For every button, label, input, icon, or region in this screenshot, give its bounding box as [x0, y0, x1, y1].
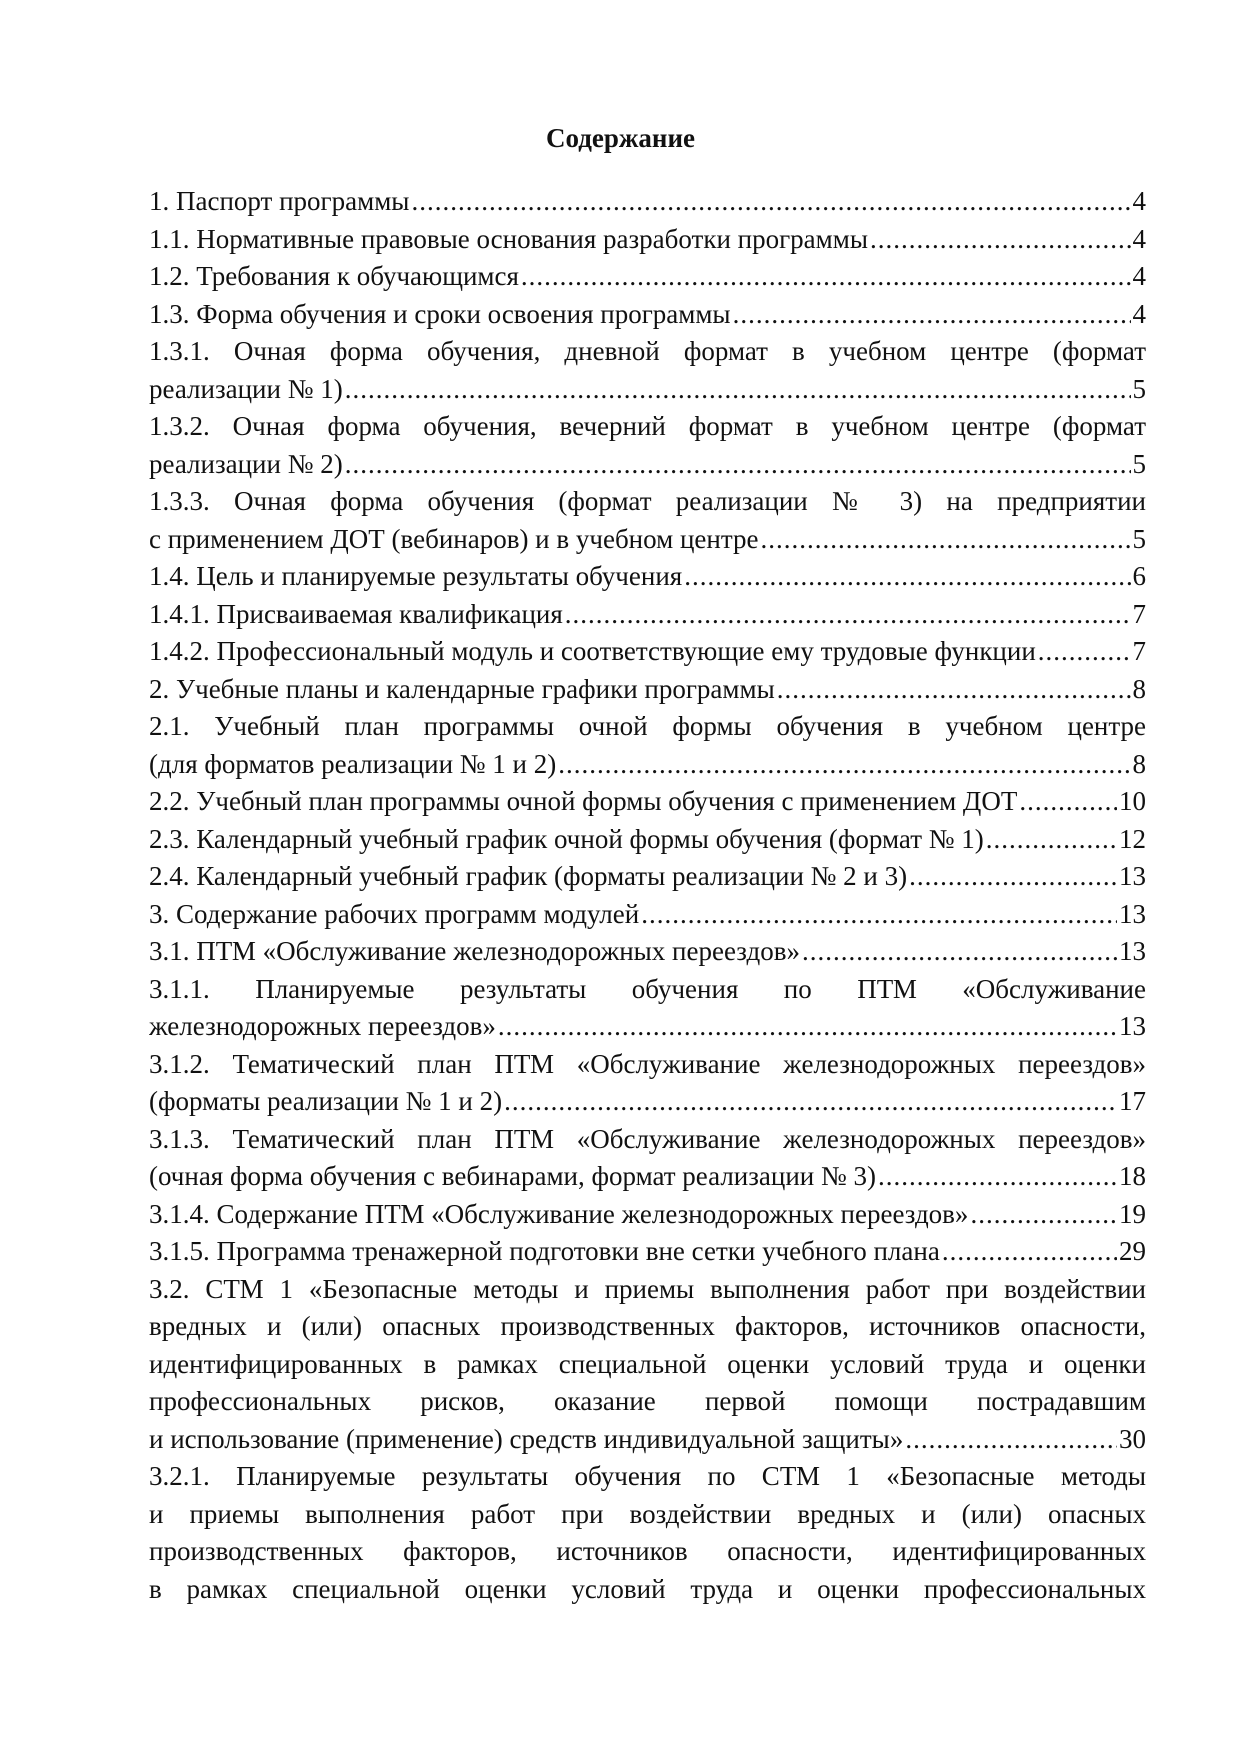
toc-entry-text: 1.4.1. Присваиваемая квалификация [149, 598, 563, 629]
toc-entry-text: с применением ДОТ (вебинаров) и в учебном центре [149, 523, 759, 554]
toc-entry [149, 1083, 1146, 1121]
toc-page-number: 30 [1119, 1423, 1146, 1454]
toc-entry [149, 783, 1146, 821]
toc-entry-text: (очная форма обучения с вебинарами, формат реализации № 3) [149, 1161, 877, 1191]
toc-entry [149, 746, 1146, 784]
toc-page-number: 12 [1119, 823, 1146, 854]
toc-entry [149, 633, 1146, 671]
toc-page-number: 19 [1119, 1198, 1146, 1229]
toc-entry-text: 2.2. Учебный план программы очной формы обучения с применением ДОТ [149, 786, 1018, 816]
toc-entry-text: 3.1.5. Программа тренажерной подготовки вне сетки учебного плана [149, 1236, 940, 1266]
toc-page-number: 5 [1132, 523, 1146, 554]
dot-leader [731, 296, 1131, 334]
dot-leader [800, 933, 1117, 971]
toc-page-number: 17 [1119, 1086, 1146, 1116]
toc-page-number: 13 [1119, 861, 1146, 891]
toc-entry-text: и использование (применение) средств индивидуальной защиты» [149, 1423, 904, 1454]
toc-entry-line: 1.3.3. Очная форма обучения (формат реализации № 3) на предприятии [149, 486, 1146, 516]
toc-entry-text: 2. Учебные планы и календарные графики программы [149, 673, 775, 704]
toc-page-number: 6 [1132, 561, 1146, 591]
dot-leader [519, 258, 1131, 296]
dot-leader [343, 371, 1131, 409]
dot-leader [496, 1008, 1117, 1046]
toc-entry [149, 446, 1146, 484]
toc-entry [149, 221, 1146, 259]
toc-entry [149, 258, 1146, 296]
toc-entry [149, 896, 1146, 934]
dot-leader [1017, 783, 1117, 821]
toc-entry-line: 3.1.1. Планируемые результаты обучения по ПТМ «Обслуживание [149, 973, 1146, 1004]
toc-page-number: 13 [1119, 898, 1146, 929]
toc-entry-line: 3.2.1. Планируемые результаты обучения по СТМ 1 «Безопасные методы [149, 1461, 1146, 1491]
toc-entry-text: реализации № 2) [149, 448, 343, 479]
toc-page-number: 8 [1132, 673, 1146, 704]
toc-page-number: 4 [1132, 223, 1146, 254]
toc-entry-text: (форматы реализации № 1 и 2) [149, 1086, 503, 1116]
dot-leader [343, 446, 1131, 484]
toc-entry [149, 521, 1146, 559]
toc-entry-line: 3.1.2. Тематический план ПТМ «Обслуживание железнодорожных переездов» [149, 1048, 1146, 1079]
toc-page-number: 10 [1119, 786, 1146, 816]
dot-leader [1036, 633, 1131, 671]
toc-entry [149, 933, 1146, 971]
toc-entry-text: 1.3. Форма обучения и сроки освоения программы [149, 298, 731, 329]
dot-leader [682, 558, 1130, 596]
toc-entry-line: 3.1.3. Тематический план ПТМ «Обслуживание железнодорожных переездов» [149, 1123, 1146, 1154]
dot-leader [639, 896, 1117, 934]
dot-leader [502, 1083, 1117, 1121]
toc-entry [149, 558, 1146, 596]
toc-entry [149, 671, 1146, 709]
toc-entry-line: и приемы выполнения работ при воздействии вредных и (или) опасных [149, 1498, 1146, 1529]
dot-leader [984, 821, 1117, 859]
toc-entry [149, 858, 1146, 896]
toc-entry-text: 1.4.2. Профессиональный модуль и соответствующие ему трудовые функции [149, 636, 1036, 666]
toc-entry-line: 2.1. Учебный план программы очной формы обучения в учебном центре [149, 711, 1146, 741]
toc-entry [149, 1158, 1146, 1196]
dot-leader [940, 1233, 1117, 1271]
dot-leader [563, 596, 1131, 634]
toc-page-number: 29 [1119, 1236, 1146, 1266]
toc-page-number: 5 [1132, 373, 1146, 404]
toc-entry [149, 1008, 1146, 1046]
toc-entry [149, 296, 1146, 334]
toc-entry-text: 2.3. Календарный учебный график очной формы обучения (формат № 1) [149, 823, 984, 854]
toc-page-number: 13 [1119, 1011, 1146, 1041]
toc-entry-text: (для форматов реализации № 1 и 2) [149, 748, 557, 779]
toc-page-number: 5 [1132, 448, 1146, 479]
dot-leader [907, 858, 1117, 896]
dot-leader [903, 1421, 1117, 1459]
toc-entry-line: 1.3.2. Очная форма обучения, вечерний формат в учебном центре (формат [149, 411, 1146, 441]
toc-entry-line: вредных и (или) опасных производственных факторов, источников опасности, [149, 1311, 1146, 1341]
toc-entry-text: 2.4. Календарный учебный график (форматы реализации № 2 и 3) [149, 861, 908, 891]
toc-page-number: 13 [1119, 936, 1146, 966]
toc-entry-text: железнодорожных переездов» [149, 1011, 496, 1041]
toc-entry [149, 1421, 1146, 1459]
toc-entry-text: 3.1. ПТМ «Обслуживание железнодорожных переездов» [149, 936, 800, 966]
toc-entry-text: 3.1.4. Содержание ПТМ «Обслуживание железнодорожных переездов» [149, 1198, 969, 1229]
dot-leader [868, 221, 1131, 259]
toc-page-number: 4 [1132, 261, 1146, 291]
toc-entry [149, 183, 1146, 221]
toc-entry [149, 821, 1146, 859]
toc-entry-text: 1.1. Нормативные правовые основания разработки программы [149, 223, 868, 254]
toc-entry-line: производственных факторов, источников опасности, идентифицированных [149, 1536, 1146, 1566]
toc-entry [149, 371, 1146, 409]
dot-leader [758, 521, 1130, 559]
table-of-contents [149, 183, 1146, 1608]
toc-entry-line: 3.2. СТМ 1 «Безопасные методы и приемы выполнения работ при воздействии [149, 1273, 1146, 1304]
page-title: Содержание [545, 123, 696, 153]
toc-page-number: 4 [1132, 298, 1146, 329]
dot-leader [409, 183, 1130, 221]
toc-entry-line: идентифицированных в рамках специальной оценки условий труда и оценки [149, 1348, 1146, 1379]
toc-entry [149, 1196, 1146, 1234]
toc-page-number: 7 [1132, 636, 1146, 666]
toc-entry-text: 3. Содержание рабочих программ модулей [149, 898, 640, 929]
toc-entry-line: 1.3.1. Очная форма обучения, дневной формат в учебном центре (формат [149, 336, 1146, 366]
toc-page-number: 18 [1119, 1161, 1146, 1191]
dot-leader [556, 746, 1130, 784]
toc-page-number: 8 [1132, 748, 1146, 779]
toc-entry-text: 1.2. Требования к обучающимся [149, 261, 519, 291]
dot-leader [876, 1158, 1117, 1196]
dot-leader [775, 671, 1131, 709]
toc-entry [149, 1233, 1146, 1271]
toc-entry-line: в рамках специальной оценки условий труда и оценки профессиональных [149, 1573, 1146, 1604]
toc-entry-text: 1. Паспорт программы [149, 186, 410, 216]
toc-entry-text: 1.4. Цель и планируемые результаты обучения [149, 561, 683, 591]
toc-entry-text: реализации № 1) [149, 373, 343, 404]
toc-page-number: 7 [1132, 598, 1146, 629]
toc-entry [149, 596, 1146, 634]
dot-leader [968, 1196, 1117, 1234]
toc-entry-line: профессиональных рисков, оказание первой помощи пострадавшим [149, 1386, 1146, 1416]
toc-page-number: 4 [1132, 186, 1146, 216]
